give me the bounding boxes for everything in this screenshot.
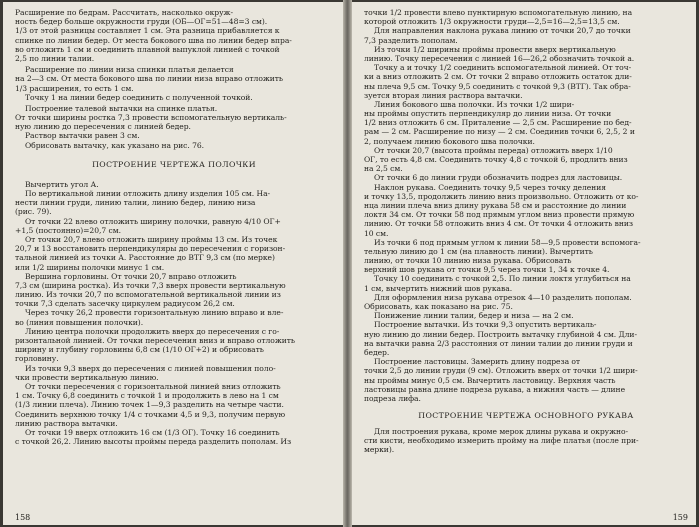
text-line: Точку 10 соединить с точкой 2,5. По линии локтя углубиться на	[374, 274, 631, 284]
text-line: Линия бокового шва полочки. Из точки 1/2 шири-	[374, 99, 575, 109]
text-line: точки 7,3 сделать засечку циркулем радиусом 26,2 см.	[15, 299, 235, 309]
text-line: 7,3 см (ширина ростка). Из точки 7,3 вверх провести вертикальную	[15, 280, 286, 290]
left-page	[3, 2, 343, 525]
text-line: (рис. 79).	[15, 207, 52, 217]
text-line: линию раствора вытачки.	[15, 418, 118, 428]
text-line: Вершина горловины. От точки 20,7 вправо отложить	[25, 271, 237, 281]
text-line: тальной линией из точки А. Расстояние до ВТГ 9,3 см (по мерке)	[15, 253, 275, 263]
text-line: 1/3 расширения, то есть 1 см.	[15, 83, 134, 93]
text-line: ны проймы опустить перпендикуляр до линии низа. От точки	[364, 109, 612, 119]
text-line: на вытачки равна 2/3 расстояния от линии талии до линии груди и	[364, 338, 633, 348]
text-line: линию. Точку пересечения с линией 16—26,2 обозначить точкой а.	[364, 53, 635, 63]
book-gutter	[343, 0, 352, 527]
text-line: и точку 13,5, продолжить линию вниз произвольно. Отложить от ко-	[364, 191, 639, 201]
text-line: 1/2 вниз отложить 6 см. Приталение — 2,5 см. Расширение по бед-	[364, 118, 632, 128]
text-line: точки 2,5 до линии груди (9 см). Отложить вверх от точки 1/2 шири-	[364, 366, 638, 376]
text-line: линию, от точки 10 линию низа рукава. Обрисовать	[364, 256, 572, 266]
text-line: Расширение по бедрам. Рассчитать, насколько окруж-	[15, 8, 233, 17]
text-line: Через точку 26,2 провести горизонтальную линию вправо и вле-	[25, 308, 284, 318]
text-line: Построение вытачки. Из точки 9,3 опустить вертикаль-	[374, 320, 597, 330]
text-line: ки а вниз отложить 2 см. От точки 2 вправо отложить остаток дли-	[364, 72, 632, 82]
text-line: на 2—3 см. От места бокового шва по линии низа вправо отложить	[15, 74, 284, 84]
text-line: Обрисовать вытачку, как указано на рис. 76.	[25, 140, 205, 150]
text-line: ную линию до линии бедер. Построить вытачку глубиной 4 см. Дли-	[364, 329, 637, 339]
page-number-left: 158	[15, 513, 31, 522]
text-line: Наклон рукава. Соединить точку 9,5 через точку деления	[374, 182, 606, 192]
text-line: Точку 1 на линии бедер соединить с полученной точкой.	[25, 92, 253, 102]
text-line: ны плеча 9,5 см. Точку 9,5 соединить с точкой 9,3 (ВТГ). Так обра-	[364, 81, 631, 91]
text-line: с точкой 26,2. Линию высоты проймы переда разделить пополам. Из	[15, 437, 292, 447]
text-line: тельную линию до 1 см (на плавность линии). Вычертить	[364, 246, 593, 256]
text-line: чки провести вертикальную линию.	[15, 372, 159, 382]
text-line: 1/3 от этой разницы составляет 1 см. Эта разница прибавляется к	[15, 26, 280, 36]
left-page-text-top	[15, 8, 333, 150]
text-line: Линию центра полочки продолжить вверх до пересечения с го-	[25, 326, 280, 336]
text-line: 20,7 и 13 восстановить перпендикуляры до пересечения с горизон-	[15, 244, 286, 254]
text-line: линию. От точки 58 отложить вниз 4 см. От точки 4 отложить вниз	[364, 219, 633, 229]
text-line: ризонтальной линией. От точки пересечения вниз и вправо отложить	[15, 336, 296, 345]
section-heading-sleeve: ПОСТРОЕНИЕ ЧЕРТЕЖА ОСНОВНОГО РУКАВА	[418, 411, 634, 421]
text-line: От точки ширины ростка 7,3 провести вспомогательную вертикаль-	[15, 113, 287, 123]
text-line: +1,5 (постоянно)=20,7 см.	[15, 225, 121, 235]
text-line: 10 см.	[364, 228, 389, 238]
text-line: 7,3 разделить пополам.	[364, 35, 458, 45]
text-line: рам — 2 см. Расширение по низу — 2 см. Соединив точки 6, 2,5, 2 и	[364, 127, 635, 137]
text-line: верхний шов рукава от точки 9,5 через точки 1, 34 к точке 4.	[364, 265, 610, 275]
right-page-text-top	[364, 8, 688, 403]
text-line: зуется вторая линия раствора вытачки.	[364, 90, 523, 100]
text-line: локтя 34 см. От точки 58 под прямым углом вниз провести прямую	[364, 210, 635, 220]
text-line: От точки 20,7 влево отложить ширину проймы 13 см. Из точек	[25, 234, 278, 244]
text-line: Построение ластовицы. Замерить длину подреза от	[374, 357, 581, 367]
text-line: во отложить 1 см и соединить плавной выпуклой линией с точкой	[15, 44, 280, 54]
text-line: ОГ, то есть 4,8 см. Соединить точку 4,8 с точкой 6, продлить вниз	[364, 155, 628, 164]
text-line: точки 1/2 провести влево пунктирную вспомогательную линию, на	[364, 8, 633, 17]
text-line: Раствор вытачки равен 3 см.	[25, 131, 140, 141]
text-line: сти кисти, необходимо измерить пройму на лифе платья (после при-	[364, 436, 639, 446]
text-line: От точки 19 вверх отложить 16 см (1/3 ОГ). Точку 16 соединить	[25, 427, 280, 437]
text-line: 2, получаем линию бокового шва полочки.	[364, 136, 535, 146]
text-line: линию. Из точки 20,7 по вспомогательной вертикальной линии из	[15, 290, 281, 300]
text-line: нца линии плеча вниз длину рукава 58 см и расстояние до линии	[364, 200, 627, 210]
page-number-right: 159	[672, 513, 688, 522]
left-page-text-bottom	[15, 180, 333, 446]
text-line: ластовицы равна длине подреза рукава, а нижняя часть — длине	[364, 384, 626, 394]
text-line: Из точки 6 под прямым углом к линии 58—9,5 провести вспомога-	[374, 237, 641, 247]
text-line: бедер.	[364, 347, 390, 357]
text-line: мерки).	[364, 445, 395, 455]
text-line: (1/3 линии плеча). Линию точек 1—9,3 разделить на четыре части.	[15, 400, 284, 410]
text-line: Соединить верхнюю точку 1/4 с точками 4,5 и 9,3, получим первую	[15, 409, 286, 419]
text-line: ны проймы минус 0,5 см. Вычертить ластовицу. Верхняя часть	[364, 375, 616, 385]
text-line: Из точки 9,3 вверх до пересечения с линией повышения поло-	[25, 363, 276, 373]
text-line: во (линия повышения полочки).	[15, 317, 144, 327]
text-line: Для оформления низа рукава отрезок 4—10 разделить пополам.	[374, 292, 632, 302]
text-line: ную линию до пересечения с линией бедер.	[15, 122, 191, 132]
text-line: От точки 20,7 (высота проймы переда) отложить вверх 1/10	[374, 145, 613, 155]
text-line: От точки 22 влево отложить ширину полочки, равную 4/10 ОГ+	[25, 216, 281, 226]
text-line: ность бедер больше окружности груди (ОБ—ОГ=51—48=3 см).	[15, 17, 268, 27]
text-line: на 2,5 см.	[364, 164, 403, 174]
text-line: 2,5 по линии талии.	[15, 53, 95, 63]
right-page-text-bottom	[364, 427, 688, 455]
text-line: Расширение по линии низа спинки платья делается	[25, 65, 234, 75]
text-line: подреза лифа.	[364, 393, 421, 403]
text-line: или 1/2 ширины полочки минус 1 см.	[15, 262, 165, 272]
text-line: По вертикальной линии отложить длину изделия 105 см. На-	[25, 189, 271, 198]
text-line: Понижение линии талии, бедер и низа — на 2 см.	[374, 311, 574, 321]
text-line: Для построения рукава, кроме мерок длины рукава и окружно-	[374, 427, 629, 437]
text-line: Точку а и точку 1/2 соединить вспомогательной линией. От точ-	[374, 63, 632, 73]
text-line: От точки 6 до линии груди обозначить подрез для ластовицы.	[374, 173, 623, 183]
text-line: Из точки 1/2 ширины проймы провести вверх вертикальную	[374, 44, 616, 54]
text-line: которой отложить 1/3 окружности груди—2,5=16—2,5=13,5 см.	[364, 17, 620, 27]
right-page	[352, 2, 696, 525]
text-line: нести линии груди, линию талии, линию бедер, линию низа	[15, 198, 256, 208]
text-line: Вычертить угол А.	[25, 179, 99, 189]
text-line: 1 см. Точку 6,8 соединить с точкой 1 и продолжить в лево на 1 см	[15, 391, 279, 401]
section-heading-bodice-front: ПОСТРОЕНИЕ ЧЕРТЕЖА ПОЛОЧКИ	[92, 159, 256, 169]
text-line: горловину.	[15, 354, 59, 364]
text-line: Для направления наклона рукава линию от точки 20,7 до точки	[374, 26, 631, 36]
text-line: Построение талевой вытачки на спинке платья.	[25, 103, 218, 113]
text-line: От точки пересечения с горизонтальной линией вниз отложить	[25, 381, 281, 391]
text-line: спинке по линии бедер. От места бокового шва по линии бедер впра-	[15, 35, 292, 45]
text-line: ширину и глубину горловины 6,8 см (1/10 ОГ+2) и обрисовать	[15, 345, 264, 355]
text-line: Обрисовать, как показано на рис. 75.	[364, 302, 513, 311]
text-line: 1 см, вычертить нижний шов рукава.	[364, 283, 513, 293]
